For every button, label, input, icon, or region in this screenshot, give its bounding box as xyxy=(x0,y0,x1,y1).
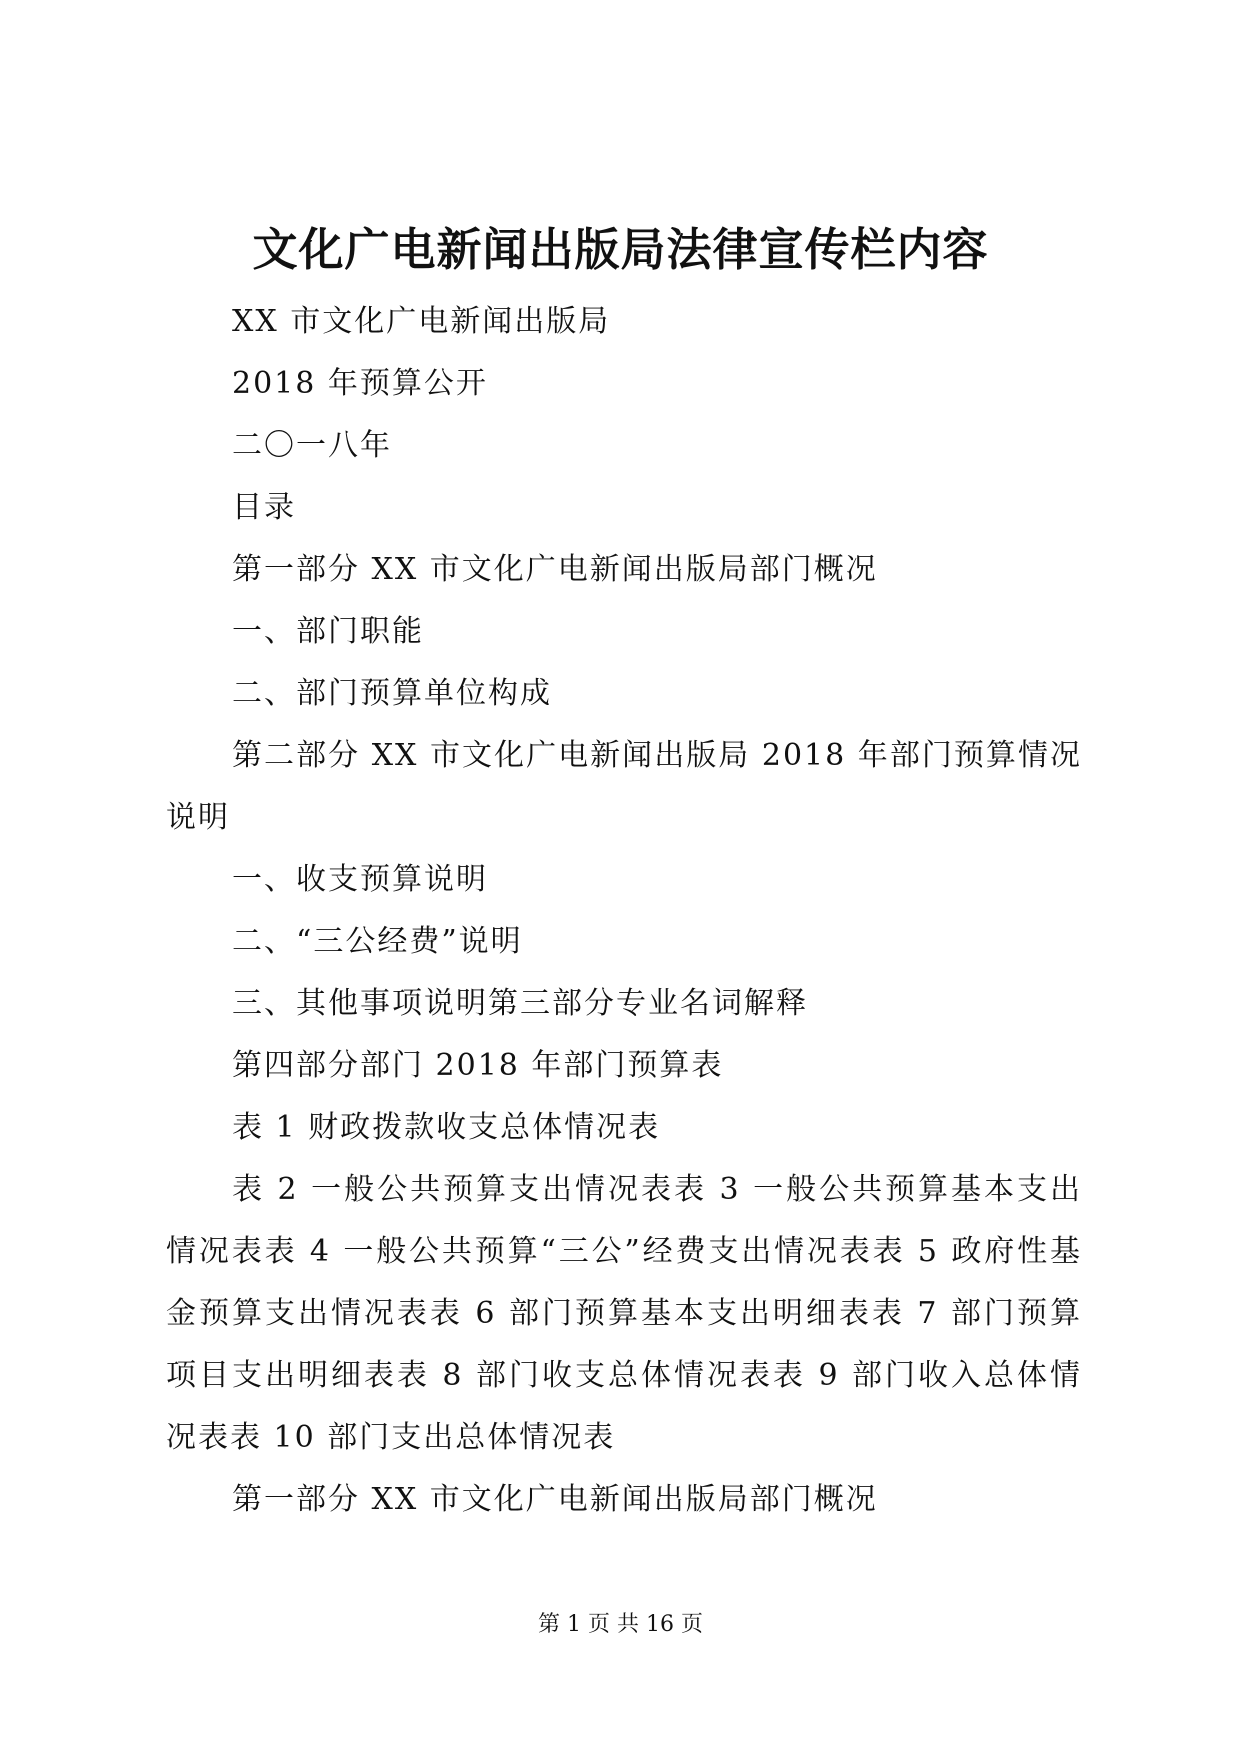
paragraph-toc-part1-item1: 一、部门职能 xyxy=(232,614,424,649)
paragraph-toc-part1-item2: 二、部门预算单位构成 xyxy=(232,676,552,711)
paragraph-toc-part2-item1: 一、收支预算说明 xyxy=(232,862,488,897)
paragraph-toc-part1: 第一部分 XX 市文化广电新闻出版局部门概况 xyxy=(232,552,878,587)
paragraph-toc-part2-item3: 三、其他事项说明第三部分专业名词解释 xyxy=(232,986,808,1021)
paragraph-subtitle: 2018 年预算公开 xyxy=(232,366,488,401)
paragraph-toc-part2: 第二部分 XX 市文化广电新闻出版局 2018 年部门预算情况说明 xyxy=(166,738,1082,835)
document-body xyxy=(166,291,1082,1531)
paragraph-toc-tables: 表 2 一般公共预算支出情况表表 3 一般公共预算基本支出情况表表 4 一般公共预算“三公”经费支出情况表表 5 政府性基金预算支出情况表表 6 部门预算基本支出明细表表 7 部门预算项目支出明细表表 8 部门收支总体情况表表 9 部门收入总体情况表表 10 部门支出总体情况表 xyxy=(166,1172,1082,1455)
paragraph-toc-part2-item2: 二、“三公经费”说明 xyxy=(232,924,523,959)
page-footer: 第 1 页 共 16 页 xyxy=(538,1612,703,1637)
paragraph-toc-heading: 目录 xyxy=(232,490,296,525)
paragraph-toc-table1: 表 1 财政拨款收支总体情况表 xyxy=(232,1110,661,1145)
paragraph-year: 二〇一八年 xyxy=(232,428,392,463)
paragraph-toc-part4: 第四部分部门 2018 年部门预算表 xyxy=(232,1048,724,1083)
paragraph-issuer: XX 市文化广电新闻出版局 xyxy=(232,304,611,339)
document-title: 文化广电新闻出版局法律宣传栏内容 xyxy=(252,223,989,276)
paragraph-part1-heading: 第一部分 XX 市文化广电新闻出版局部门概况 xyxy=(232,1482,878,1517)
